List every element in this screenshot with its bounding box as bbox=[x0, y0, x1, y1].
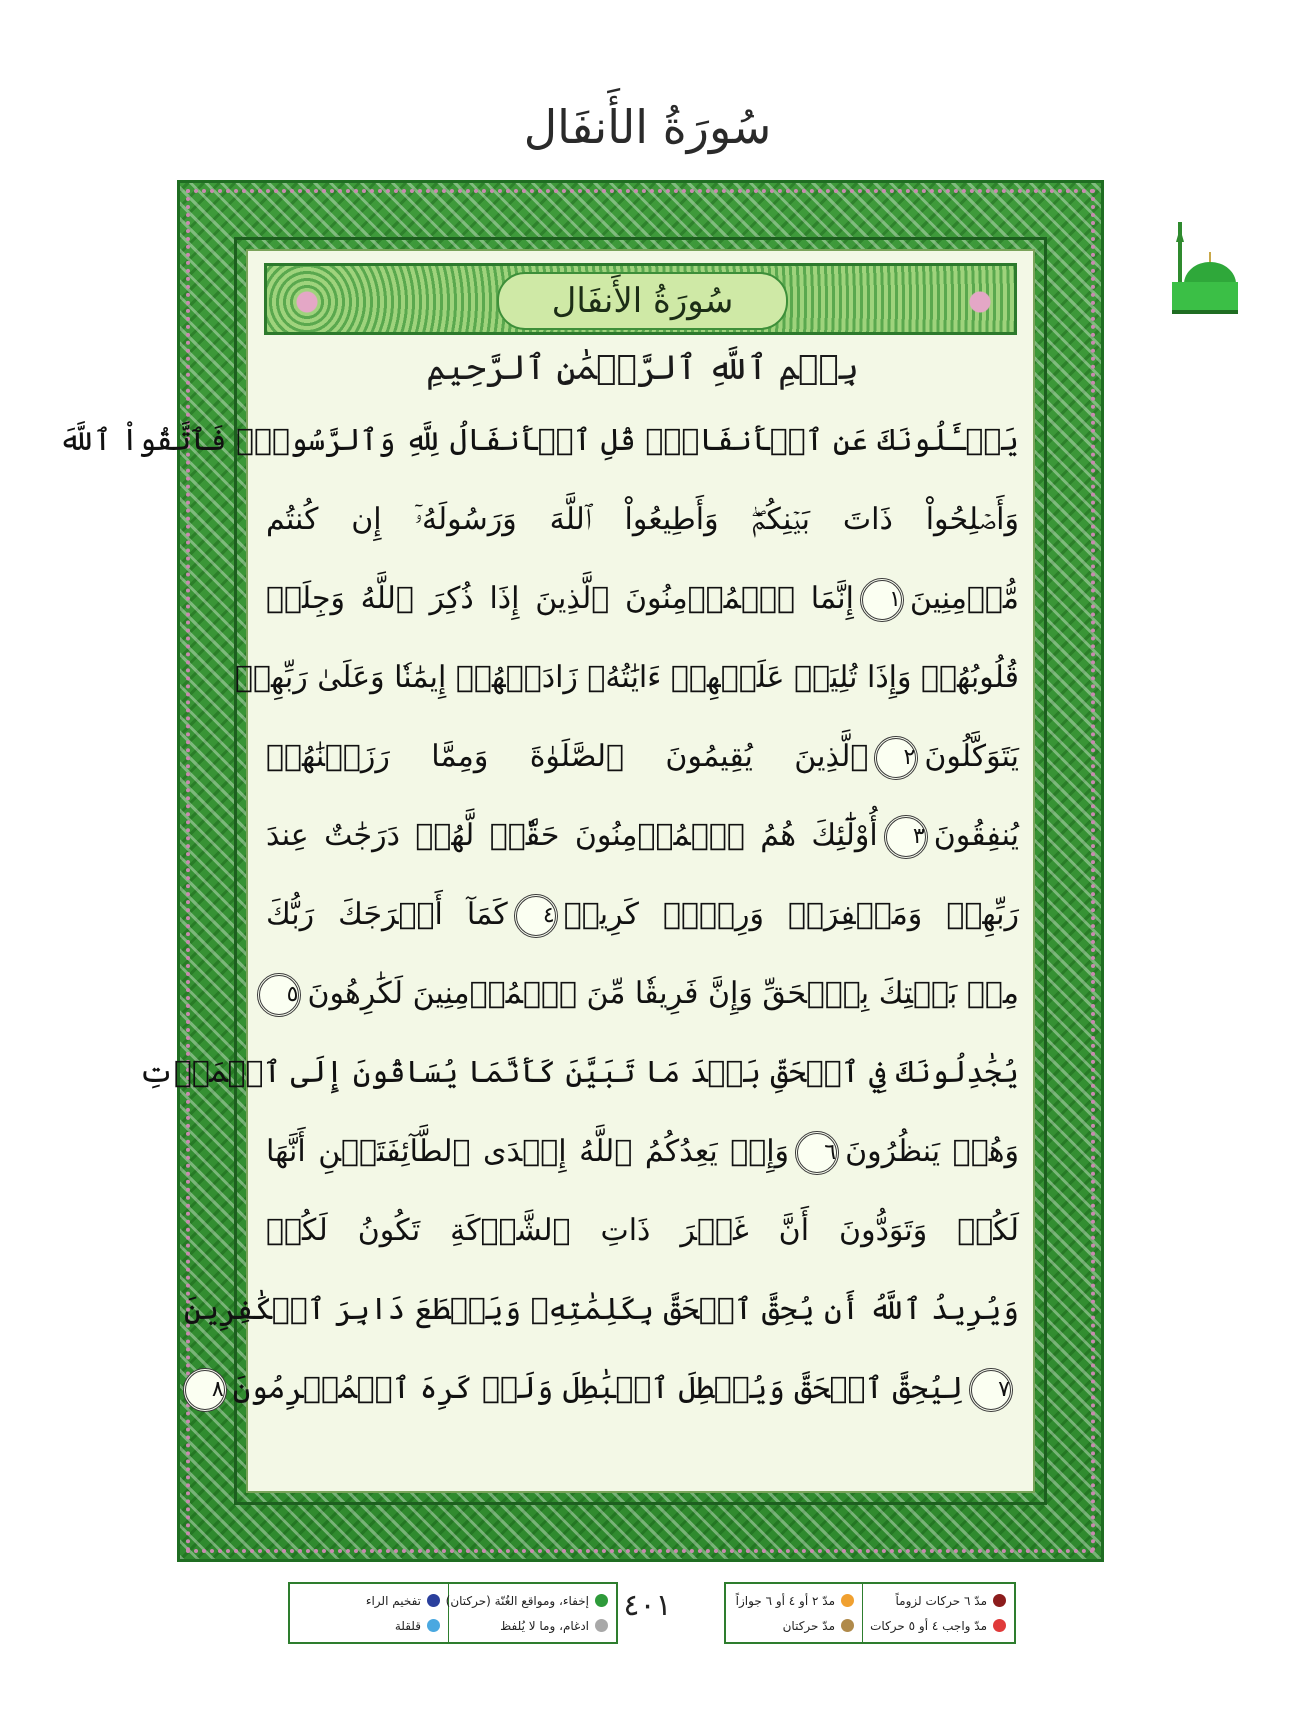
legend-column bbox=[290, 1584, 448, 1642]
verse-segment: وَإِذۡ يَعِدُكُمُ ٱللَّهُ إِحۡدَى ٱلطَّآئِفَتَيۡنِ أَنَّهَا bbox=[266, 1134, 790, 1169]
legend-item: قلقلة bbox=[298, 1619, 440, 1633]
tajweed-legend-right bbox=[724, 1582, 1016, 1644]
verse-line-10 bbox=[266, 1112, 1019, 1191]
legend-column bbox=[862, 1584, 1014, 1642]
legend-dot bbox=[427, 1594, 440, 1607]
verse-line-7 bbox=[266, 875, 1019, 954]
legend-item: إخفاء، ومواقع الغُنّة (حركتان) bbox=[457, 1594, 608, 1608]
ayah-number-marker: ٢ bbox=[874, 736, 918, 780]
verse-line-9: يُجَٰدِلُونَكَ فِي ٱلۡحَقِّ بَعۡدَ مَا تَبَيَّنَ كَأَنَّمَا يُسَاقُونَ إِلَى ٱلۡمَوۡتِ bbox=[138, 1055, 1019, 1090]
page-number: ٤٠١ bbox=[623, 1588, 672, 1623]
ayah-number-marker: ١ bbox=[860, 578, 904, 622]
legend-item: مدّ واجب ٤ أو ٥ حركات bbox=[871, 1619, 1006, 1633]
legend-dot bbox=[993, 1619, 1006, 1632]
verse-segment: أُوْلَٰٓئِكَ هُمُ ٱلۡمُؤۡمِنُونَ حَقّٗاۚ لَّهُمۡ دَرَجَٰتٌ عِندَ bbox=[266, 818, 878, 853]
ayah-number-marker: ٤ bbox=[514, 894, 558, 938]
verse-line-11: لَكُمۡ وَتَوَدُّونَ أَنَّ غَيۡرَ ذَاتِ ٱلشَّوۡكَةِ تَكُونُ لَكُمۡ bbox=[266, 1213, 1019, 1248]
legend-column bbox=[726, 1584, 862, 1642]
verse-line-3 bbox=[266, 559, 1019, 638]
verse-line-13 bbox=[211, 1349, 1019, 1428]
verse-segment: ٱلَّذِينَ يُقِيمُونَ ٱلصَّلَوٰةَ وَمِمَّا رَزَقۡنَٰهُمۡ bbox=[266, 739, 869, 774]
verse-line-6 bbox=[266, 796, 1019, 875]
tajweed-legend-left bbox=[288, 1582, 618, 1644]
verse-segment: مِنۢ بَيۡتِكَ بِٱلۡحَقِّ وَإِنَّ فَرِيقٗا مِّنَ ٱلۡمُؤۡمِنِينَ لَكَٰرِهُونَ bbox=[307, 976, 1019, 1011]
legend-item: مدّ حركتان bbox=[734, 1619, 854, 1633]
verse-segment: إِنَّمَا ٱلۡمُؤۡمِنُونَ ٱلَّذِينَ إِذَا ذُكِرَ ٱللَّهُ وَجِلَتۡ bbox=[266, 581, 854, 616]
legend-item: مدّ ٦ حركات لزوماً bbox=[871, 1594, 1006, 1608]
ayah-number-marker: ٦ bbox=[795, 1131, 839, 1175]
verse-segment: يُنفِقُونَ bbox=[933, 818, 1019, 853]
legend-dot bbox=[841, 1619, 854, 1632]
legend-dot bbox=[427, 1619, 440, 1632]
legend-column bbox=[445, 1584, 616, 1642]
legend-item: تفخيم الراء bbox=[298, 1594, 440, 1608]
verse-segment: وَهُمۡ يَنظُرُونَ bbox=[845, 1134, 1020, 1169]
verse-lines bbox=[58, 401, 1020, 1428]
legend-dot bbox=[993, 1594, 1006, 1607]
basmala: بِسۡمِ ٱللَّهِ ٱلرَّحۡمَٰنِ ٱلرَّحِيمِ bbox=[426, 348, 859, 388]
legend-item: مدّ ٢ أو ٤ أو ٦ جوازاً bbox=[734, 1594, 854, 1608]
verse-line-1: يَسۡـَٔلُونَكَ عَنِ ٱلۡأَنفَالِۖ قُلِ ٱلۡأَنفَالُ لِلَّهِ وَٱلرَّسُولِۖ فَٱتَّقُواْ ٱللَّهَ bbox=[58, 423, 1019, 458]
verse-line-8 bbox=[266, 954, 1019, 1033]
surah-banner-title: سُورَةُ الأَنفَال bbox=[497, 272, 788, 330]
ayah-number-marker: ٥ bbox=[257, 973, 301, 1017]
verse-segment: مُّؤۡمِنِينَ bbox=[909, 581, 1019, 616]
ornamental-frame bbox=[58, 180, 1104, 1562]
legend-dot bbox=[841, 1594, 854, 1607]
verse-line-12: وَيُرِيدُ ٱللَّهُ أَن يُحِقَّ ٱلۡحَقَّ بِكَلِمَٰتِهِۦ وَيَقۡطَعَ دَابِرَ ٱلۡكَٰفِرِينَ bbox=[183, 1292, 1019, 1327]
verse-segment: رَبِّهِمۡ وَمَغۡفِرَةٞ وَرِزۡقٞ كَرِيمٞ bbox=[563, 897, 1019, 932]
verse-line-4: قُلُوبُهُمۡ وَإِذَا تُلِيَتۡ عَلَيۡهِمۡ ءَايَٰتُهُۥ زَادَتۡهُمۡ إِيمَٰنٗا وَعَلَىٰ رَبِّهِمۡ bbox=[235, 660, 1019, 695]
verse-segment: يَتَوَكَّلُونَ bbox=[924, 739, 1019, 774]
green-dome-icon bbox=[1170, 222, 1240, 322]
page-header-surah-title: سُورَةُ الأَنفَال bbox=[523, 100, 772, 154]
verse-line-2: وَأَصۡلِحُواْ ذَاتَ بَيۡنِكُمۡۖ وَأَطِيعُواْ ٱللَّهَ وَرَسُولَهُۥٓ إِن كُنتُم bbox=[266, 502, 1019, 537]
ayah-number-marker: ٧ bbox=[969, 1368, 1013, 1412]
ayah-number-marker: ٨ bbox=[183, 1368, 227, 1412]
ayah-number-marker: ٣ bbox=[884, 815, 928, 859]
legend-item: ادغام، وما لا يُلفظ bbox=[457, 1619, 608, 1633]
verse-segment: لِيُحِقَّ ٱلۡحَقَّ وَيُبۡطِلَ ٱلۡبَٰطِلَ وَلَوۡ كَرِهَ ٱلۡمُجۡرِمُونَ bbox=[232, 1371, 963, 1406]
verse-line-5 bbox=[266, 717, 1019, 796]
verse-segment: كَمَآ أَخۡرَجَكَ رَبُّكَ bbox=[266, 897, 508, 932]
surah-banner bbox=[264, 263, 1017, 335]
mushaf-page-content bbox=[58, 249, 1035, 1493]
